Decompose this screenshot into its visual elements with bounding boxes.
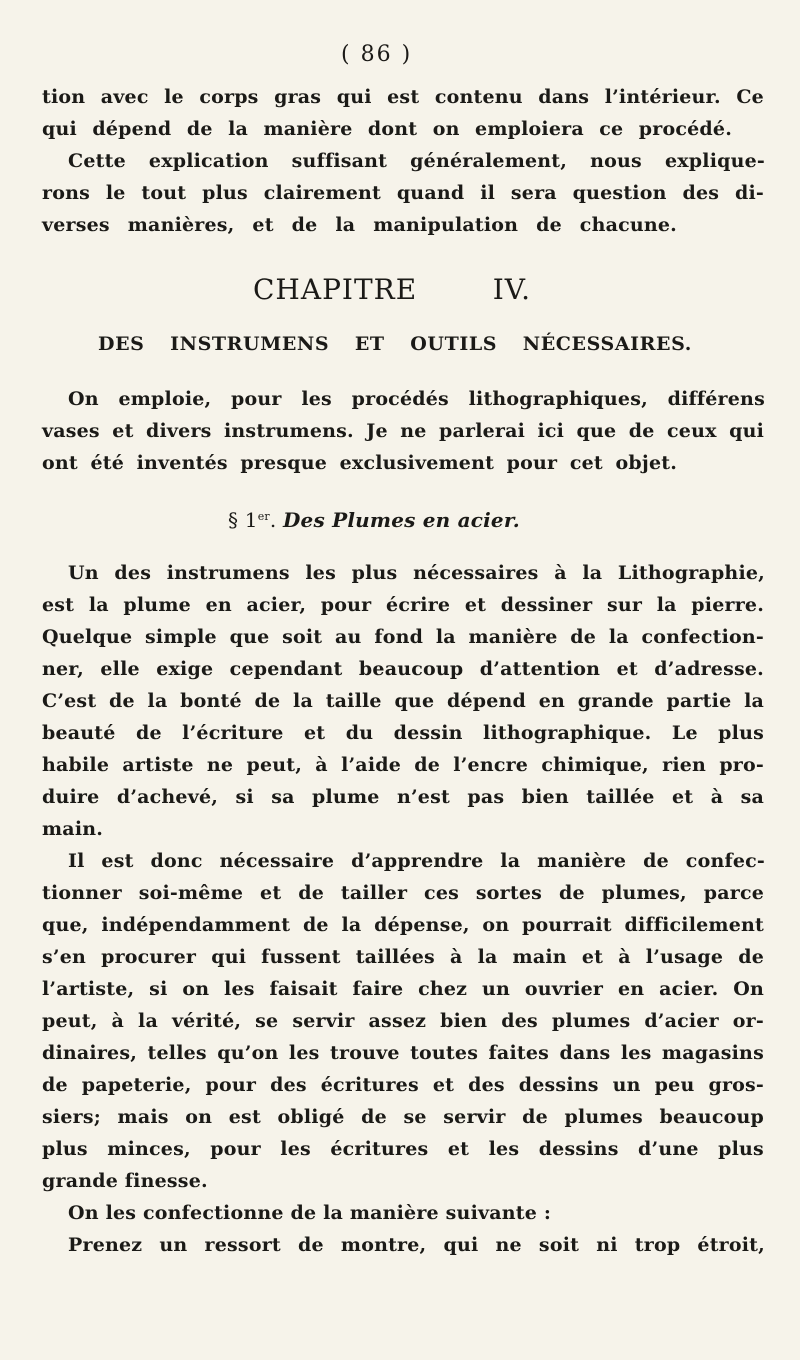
text-line: main. <box>42 818 104 840</box>
text-line: vases et divers instrumens. Je ne parlerai ici que de ceux qui <box>42 420 764 442</box>
page-number: ( 86 ) <box>341 42 413 67</box>
section-title: Des Plumes en acier. <box>282 508 520 532</box>
text-line: ner, elle exige cependant beaucoup d’attention et d’adresse. <box>42 658 764 680</box>
text-line: est la plume en acier, pour écrire et dessiner sur la pierre. <box>42 594 765 616</box>
section-mark-superscript: er <box>257 510 270 523</box>
text-line: plus minces, pour les écritures et les dessins d’une plus <box>42 1138 764 1160</box>
text-line: qui dépend de la manière dont on emploiera ce procédé. <box>42 118 733 140</box>
text-line: habile artiste ne peut, à l’aide de l’encre chimique, rien pro- <box>42 754 764 776</box>
text-line: s’en procurer qui fussent taillées à la main et à l’usage de <box>42 946 765 968</box>
text-line: Cette explication suffisant généralement, nous explique- <box>68 150 766 172</box>
text-line: duire d’achevé, si sa plume n’est pas bien taillée et à sa <box>42 786 765 808</box>
text-line: C’est de la bonté de la taille que dépend en grande partie la <box>42 690 765 712</box>
text-line: siers; mais on est obligé de se servir de plumes beaucoup <box>42 1106 764 1128</box>
text-line: beauté de l’écriture et du dessin lithographique. Le plus <box>42 722 764 744</box>
text-line: peut, à la vérité, se servir assez bien des plumes d’acier or- <box>42 1010 764 1032</box>
text-line: tion avec le corps gras qui est contenu dans l’intérieur. Ce <box>42 86 764 108</box>
text-line: Quelque simple que soit au fond la manière de la confection- <box>42 626 764 648</box>
text-line: que, indépendamment de la dépense, on pourrait difficilement <box>42 914 765 936</box>
text-line: dinaires, telles qu’on les trouve toutes faites dans les magasins <box>42 1042 764 1064</box>
text-line: ont été inventés presque exclusivement pour cet objet. <box>42 452 678 474</box>
text-line: Un des instrumens les plus nécessaires à la Lithographie, <box>68 562 765 584</box>
text-line: Il est donc nécessaire d’apprendre la manière de confec- <box>68 850 765 872</box>
section-mark: § 1 <box>228 508 258 532</box>
text-line: Prenez un ressort de montre, qui ne soit ni trop étroit, <box>68 1234 765 1256</box>
chapter-subtitle: DES INSTRUMENS ET OUTILS NÉCESSAIRES. <box>98 333 692 355</box>
text-line: de papeterie, pour des écritures et des dessins un peu gros- <box>42 1074 765 1096</box>
text-line: l’artiste, si on les faisait faire chez un ouvrier en acier. On <box>42 978 765 1000</box>
text-line: verses manières, et de la manipulation de chacune. <box>42 214 677 236</box>
text-line: rons le tout plus clairement quand il sera question des di- <box>42 182 764 204</box>
section-heading: § 1er. Des Plumes en acier. <box>228 508 520 532</box>
text-line: grande finesse. <box>42 1170 208 1192</box>
text-line: tionner soi-même et de tailler ces sortes de plumes, parce <box>42 882 765 904</box>
chapter-title: CHAPITRE IV. <box>253 273 531 306</box>
text-line: On les confectionne de la manière suivante : <box>68 1202 552 1224</box>
text-line: On emploie, pour les procédés lithographiques, différens <box>68 388 765 410</box>
